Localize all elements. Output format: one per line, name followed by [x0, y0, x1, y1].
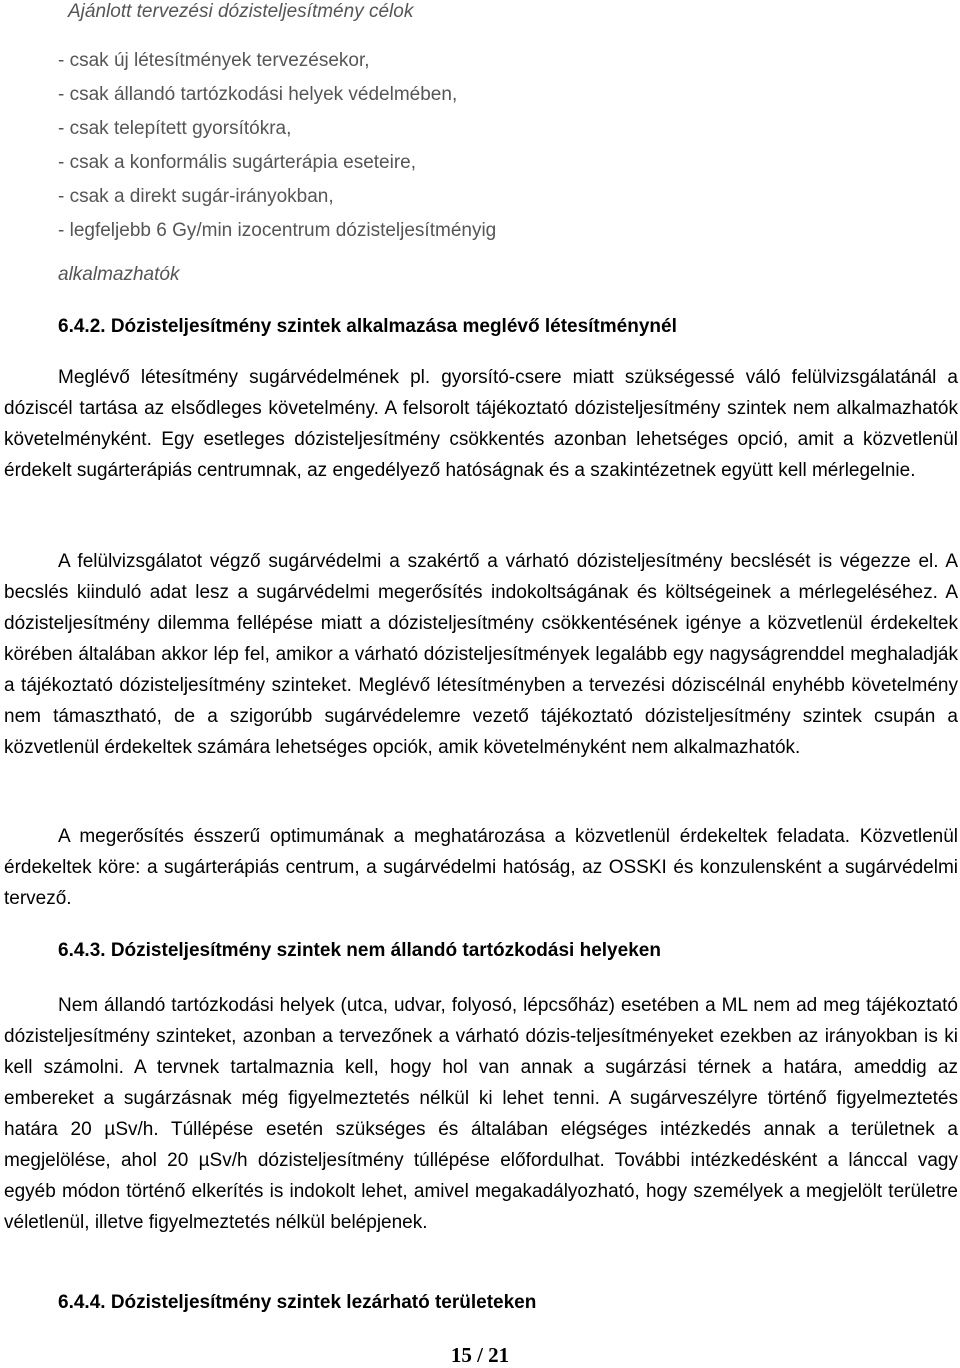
list-item: - legfeljebb 6 Gy/min izocentrum dózisteljesítményig [58, 220, 497, 241]
paragraph-optimum: A megerősítés ésszerű optimumának a meghatározása a közvetlenül érdekeltek feladata. Közvetlenül érdekeltek köre: a sugárterápiás centrum, a sugárvédelmi hatóság, az OSSKI és konzulensként a sugárvédelmi tervező. [4, 826, 958, 909]
heading-6-4-2: 6.4.2. Dózisteljesítmény szintek alkalmazása meglévő létesítménynél [58, 316, 677, 337]
conditions-tail: alkalmazhatók [58, 264, 180, 285]
section-title-target-rates: Ajánlott tervezési dózisteljesítmény célok [68, 1, 414, 22]
list-item: - csak a direkt sugár-irányokban, [58, 186, 334, 207]
paragraph-existing-facility: Meglévő létesítmény sugárvédelmének pl. gyorsító-csere miatt szükségessé váló felülvizsgálatánál a dóziscél tartása az elsődleges követelmény. A felsorolt tájékoztató dózisteljesítmény szintek nem alkalmazhatók követelményként. Egy esetleges dózisteljesítmény csökkentés azonban lehetséges opció, amit a közvetlenül érdekelt sugárterápiás centrumnak, az engedélyező hatóságnak és a szakintézetnek együtt kell mérlegelnie. [4, 367, 958, 481]
list-item: - csak új létesítmények tervezésekor, [58, 50, 370, 71]
list-item: - csak a konformális sugárterápia eseteire, [58, 152, 416, 173]
conditions-list [58, 44, 496, 248]
paragraph-review-estimate: A felülvizsgálatot végző sugárvédelmi a szakértő a várható dózisteljesítmény becslését is végezze el. A becslés kiinduló adat lesz a sugárvédelmi megerősítés indokoltságának és költségeinek a mérlegeléséhez. A dózisteljesítmény dilemma fellépése miatt a dózisteljesítmény csökkentésének igénye a közvetlenül érdekeltek körében általában akkor lép fel, amikor a várható dózisteljesítmények legalább egy nagyságrenddel meghaladják a tájékoztató dózisteljesítmény szinteket. Meglévő létesítményben a tervezési dóziscélnál enyhébb követelmény nem támasztható, de a szigorúbb sugárvédelemre vezető tájékoztató dózisteljesítmény szintek csupán a közvetlenül érdekeltek számára lehetséges opciók, amik követelményként nem alkalmazhatók. [4, 551, 958, 758]
list-item: - csak állandó tartózkodási helyek védelmében, [58, 84, 458, 105]
page-number: 15 / 21 [450, 1343, 510, 1367]
list-item: - csak telepített gyorsítókra, [58, 118, 292, 139]
heading-6-4-3: 6.4.3. Dózisteljesítmény szintek nem állandó tartózkodási helyeken [58, 940, 661, 961]
paragraph-non-permanent-areas: Nem állandó tartózkodási helyek (utca, udvar, folyosó, lépcsőház) esetében a ML nem ad meg tájékoztató dózisteljesítmény szinteket, azonban a tervezőnek a várható dózis-teljesítményeket ezekben az irányokban is ki kell számolni. A tervnek tartalmaznia kell, hogy hol van annak a sugárzási térnek a határa, ameddig az embereket a sugárzásnak még figyelmeztetés nélkül ki lehet tenni. A sugárveszélyre történő figyelmeztetés határa 20 µSv/h. Túllépése esetén szükséges és általában elégséges intézkedés annak a területnek a megjelölése, ahol 20 µSv/h dózisteljesítmény túllépése előfordulhat. További intézkedésként a lánccal vagy egyéb módon történő elkerítés is indokolt lehet, amivel megakadályozható, hogy személyek a megjelölt területre véletlenül, illetve figyelmeztetés nélkül belépjenek. [4, 995, 958, 1233]
heading-6-4-4: 6.4.4. Dózisteljesítmény szintek lezárható területeken [58, 1292, 537, 1313]
